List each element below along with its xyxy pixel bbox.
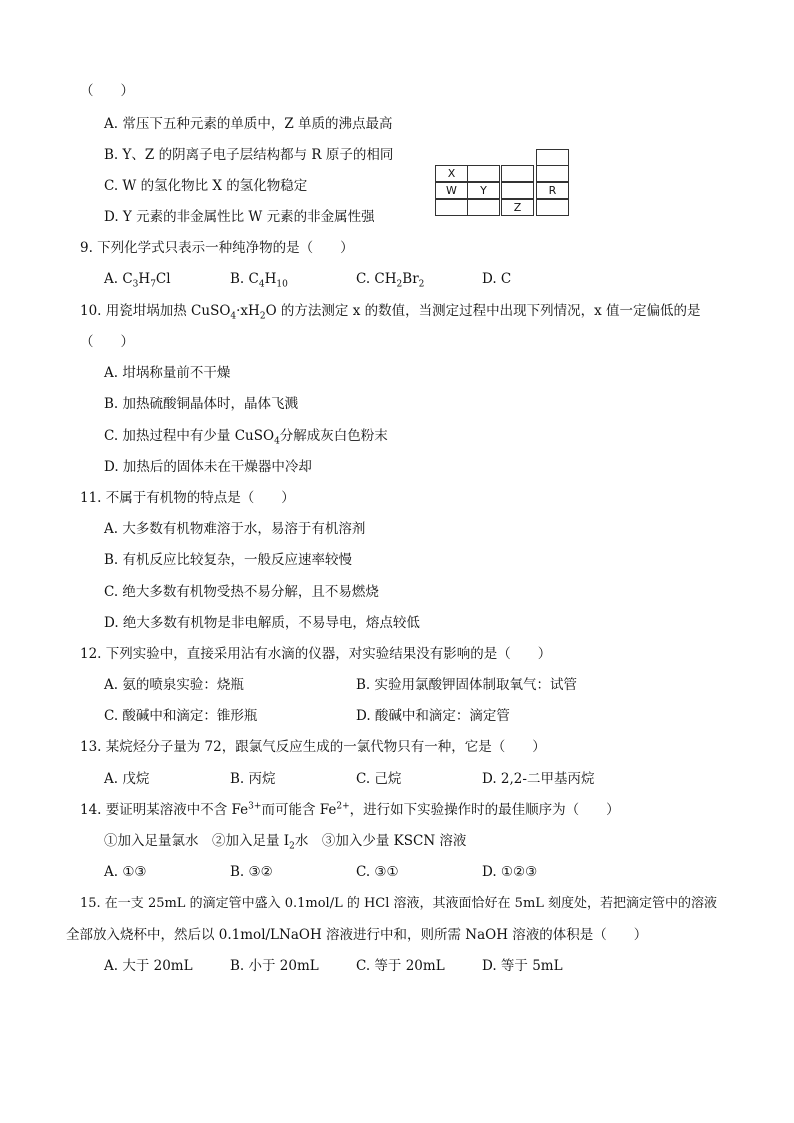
table-cell-empty <box>536 165 569 182</box>
q15-option-b: B. 小于 20mL <box>230 958 319 974</box>
table-cell-empty <box>501 182 534 199</box>
table-cell-empty <box>501 165 534 182</box>
q15-option-c: C. 等于 20mL <box>356 958 445 974</box>
q14-option-a: A. ①③ <box>104 864 147 880</box>
q9-option-c: C. $CH_2Br_2$ <box>356 271 425 290</box>
q13-option-b: B. 丙烷 <box>230 771 276 787</box>
q13-option-a: A. 戊烷 <box>104 771 150 787</box>
q12-option-c: C. 酸碱中和滴定：锥形瓶 <box>104 708 258 724</box>
table-cell-empty <box>536 199 569 216</box>
table-cell-empty <box>536 149 569 166</box>
q12-option-a: A. 氨的喷泉实验：烧瓶 <box>104 677 244 693</box>
table-cell-y: Y <box>467 182 500 199</box>
q11-option-c: C. 绝大多数有机物受热不易分解，且不易燃烧 <box>104 584 379 600</box>
q11-option-d: D. 绝大多数有机物是非电解质，不易导电，熔点较低 <box>104 615 420 631</box>
q11-option-a: A. 大多数有机物难溶于水，易溶于有机溶剂 <box>104 521 366 537</box>
q14-steps: ①加入足量氯水 ②加入足量 $I_2$水 ③加入少量 KSCN 溶液 <box>104 833 467 852</box>
q9-option-b: B. $C_4H_{10}$ <box>230 271 288 290</box>
q10-answer-paren: （ ） <box>80 334 134 350</box>
q15-option-d: D. 等于 5mL <box>482 958 563 974</box>
q9-stem: 9. 下列化学式只表示一种纯净物的是（ ） <box>80 240 354 256</box>
q15-stem-line2: 全部放入烧杯中，然后以 0.1mol/LNaOH 溶液进行中和，则所需 NaOH 溶液的体积是（ ） <box>66 927 648 943</box>
q9-option-d: D. C <box>482 271 512 287</box>
table-cell-empty <box>435 199 468 216</box>
q13-option-d: D. 2,2-二甲基丙烷 <box>482 771 595 787</box>
q14-option-b: B. ③② <box>230 864 273 880</box>
q15-option-a: A. 大于 20mL <box>104 958 193 974</box>
q13-option-c: C. 己烷 <box>356 771 402 787</box>
q8-option-c: C. W 的氢化物比 X 的氢化物稳定 <box>104 178 308 194</box>
q11-option-b: B. 有机反应比较复杂，一般反应速率较慢 <box>104 552 353 568</box>
q8-option-b: B. Y、Z 的阴离子电子层结构都与 R 原子的相同 <box>104 147 394 163</box>
q12-stem: 12. 下列实验中，直接采用沾有水滴的仪器，对实验结果没有影响的是（ ） <box>80 646 552 662</box>
q14-option-d: D. ①②③ <box>482 864 538 880</box>
q8-answer-paren: （ ） <box>80 83 134 99</box>
table-cell-empty <box>467 165 500 182</box>
q10-option-b: B. 加热硫酸铜晶体时，晶体飞溅 <box>104 396 299 412</box>
q10-option-c: C. 加热过程中有少量 CuSO$_4$分解成灰白色粉末 <box>104 428 388 447</box>
table-cell-x: X <box>435 165 468 182</box>
q12-option-d: D. 酸碱中和滴定：滴定管 <box>356 708 510 724</box>
table-cell-w: W <box>435 182 468 199</box>
q10-stem: 10. 用瓷坩埚加热 $CuSO_4\cdot xH_2O$ 的方法测定 x 的数值，当测定过程中出现下列情况，x 值一定偏低的是 <box>80 303 701 322</box>
q8-option-a: A. 常压下五种元素的单质中，Z 单质的沸点最高 <box>104 116 393 132</box>
table-cell-r: R <box>536 182 569 199</box>
q11-stem: 11. 不属于有机物的特点是（ ） <box>80 490 295 506</box>
q12-option-b: B. 实验用氯酸钾固体制取氧气：试管 <box>356 677 578 693</box>
q13-stem: 13. 某烷烃分子量为 72，跟氯气反应生成的一氯代物只有一种，它是（ ） <box>80 739 546 755</box>
q10-option-a: A. 坩埚称量前不干燥 <box>104 365 231 381</box>
q10-option-d: D. 加热后的固体未在干燥器中冷却 <box>104 459 312 475</box>
table-cell-empty <box>467 199 500 216</box>
q14-stem: 14. 要证明某溶液中不含 $Fe^{3+}$而可能含 $Fe^{2+}$，进行如下实验操作时的最佳顺序为（ ） <box>80 801 620 818</box>
q15-stem-line1: 15. 在一支 25mL 的滴定管中盛入 0.1mol/L 的 HCl 溶液，其液面恰好在 5mL 刻度处，若把滴定管中的溶液 <box>80 896 718 911</box>
table-cell-z: Z <box>501 199 534 216</box>
q9-option-a: A. $C_3H_7Cl$ <box>104 271 171 290</box>
q8-option-d: D. Y 元素的非金属性比 W 元素的非金属性强 <box>104 209 375 225</box>
q14-option-c: C. ③① <box>356 864 399 880</box>
